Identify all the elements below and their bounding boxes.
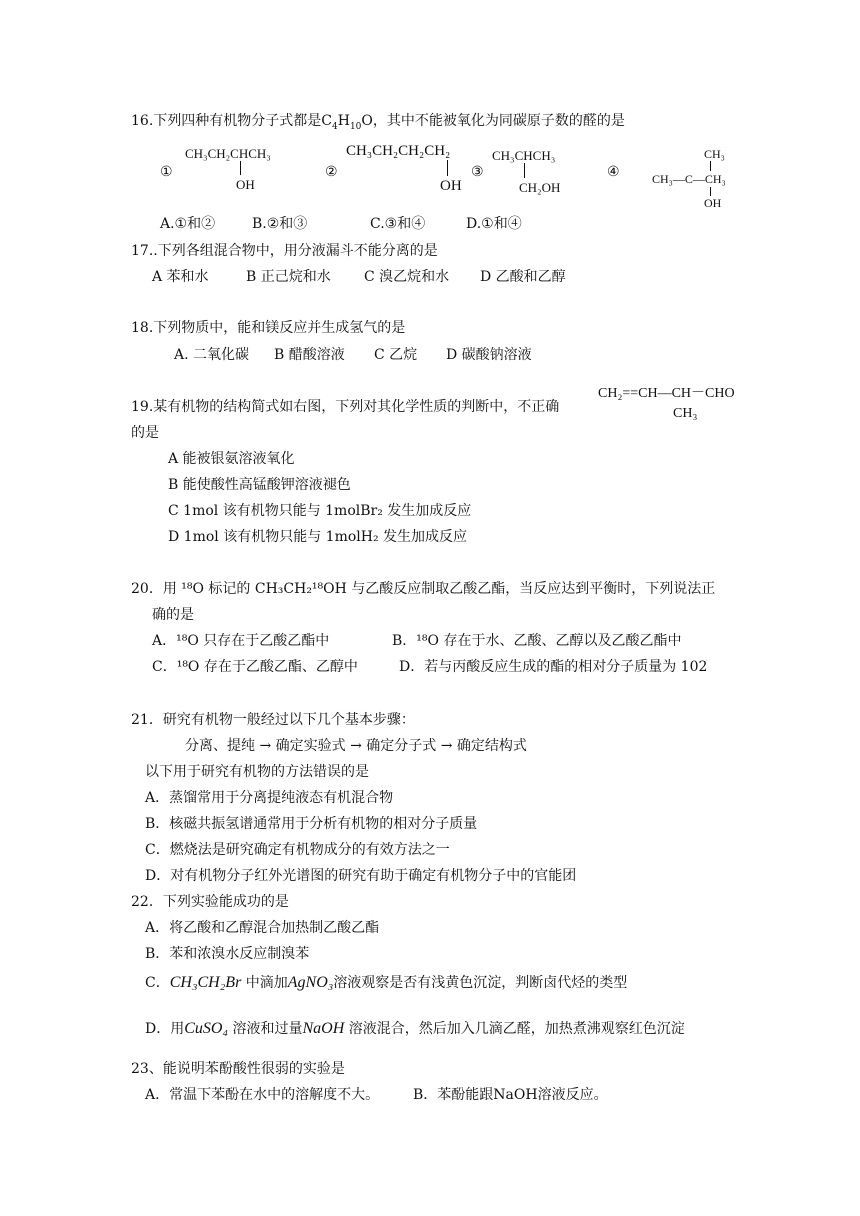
q23-stem: 23、能说明苯酚酸性很弱的实验是 xyxy=(131,1061,345,1077)
q16-option-b: B.②和③ xyxy=(252,216,308,232)
q16-structure-2-bond xyxy=(447,160,448,176)
q17-option-a: A 苯和水 xyxy=(152,269,209,285)
q22-option-c: C．CH₃CH₂Br 中滴加AgNO₃溶液观察是否有浅黄色沉淀，判断卤代烃的类型 xyxy=(145,974,628,991)
q20-option-c: C．¹⁸O 存在于乙酸乙酯、乙醇中 xyxy=(152,659,358,675)
q19-stem-line-2: 的是 xyxy=(131,425,159,441)
q16-stem: 16.下列四种有机物分子式都是$C_4H_{10}O$，其中不能被氧化为同碳原子数的醛的是 xyxy=(131,113,625,132)
q22-option-a: A．将乙酸和乙醇混合加热制乙酸乙酯 xyxy=(145,920,380,936)
q16-structure-3-ch2oh: CH₂OH xyxy=(519,180,561,195)
q22-option-d: D．用CuSO₄ 溶液和过量NaOH 溶液混合，然后加入几滴乙醛，加热煮沸观察红色沉淀 xyxy=(145,1020,685,1037)
q20-option-a: A．¹⁸O 只存在于乙酸乙酯中 xyxy=(152,633,330,649)
q21-steps: 分离、提纯 → 确定实验式 → 确定分子式 → 确定结构式 xyxy=(185,738,527,754)
q21-option-a: A．蒸馏常用于分离提纯液态有机混合物 xyxy=(145,790,394,806)
q21-option-b: B．核磁共振氢谱通常用于分析有机物的相对分子质量 xyxy=(145,816,478,832)
q21-question: 以下用于研究有机物的方法错误的是 xyxy=(145,764,369,780)
q16-option-c: C.③和④ xyxy=(370,216,426,232)
q22-option-d-formula-2: NaOH xyxy=(302,1020,345,1037)
q20-stem-line-2: 确的是 xyxy=(152,607,194,623)
q18-option-a: A. 二氧化碳 xyxy=(174,347,250,363)
q18-option-b: B 醋酸溶液 xyxy=(274,347,345,363)
q16-structure-1-bond xyxy=(240,161,241,175)
q21-stem: 21．研究有机物一般经过以下几个基本步骤： xyxy=(131,712,415,728)
q16-structure-2-main: CH₃CH₂CH₂CH₂ xyxy=(346,143,451,159)
q16-structure-4-bond-bottom xyxy=(710,187,711,196)
q16-option-d: D.①和④ xyxy=(466,216,522,232)
q17-stem: 17..下列各组混合物中，用分液漏斗不能分离的是 xyxy=(131,243,438,259)
q16-structure-3-main: CH₃CHCH₃ xyxy=(492,148,556,163)
q18-option-d: D 碳酸钠溶液 xyxy=(446,347,532,363)
q23-option-b: B．苯酚能跟NaOH溶液反应。 xyxy=(413,1087,608,1103)
q20-option-d: D．若与丙酸反应生成的酯的相对分子质量为 102 xyxy=(399,659,708,675)
q19-option-c: C 1mol 该有机物只能与 1molBr₂ 发生加成反应 xyxy=(168,503,472,519)
q19-stem-line-1: 19.某有机物的结构简式如右图，下列对其化学性质的判断中，不正确 xyxy=(131,399,560,415)
q19-option-a: A 能被银氨溶液氧化 xyxy=(168,451,295,467)
q22-stem: 22．下列实验能成功的是 xyxy=(131,894,289,910)
q22-option-b: B．苯和浓溴水反应制溴苯 xyxy=(145,946,310,962)
q16-structure-4-mid: CH₃—C—CH₃ xyxy=(652,172,726,186)
q16-option-a: A.①和② xyxy=(160,216,216,232)
q19-option-d: D 1mol 该有机物只能与 1molH₂ 发生加成反应 xyxy=(168,529,468,545)
q17-option-c: C 溴乙烷和水 xyxy=(364,269,450,285)
q16-structure-1-oh: OH xyxy=(236,177,255,192)
q17-option-d: D 乙酸和乙醇 xyxy=(480,269,566,285)
q16-structure-4-bond-top xyxy=(710,161,711,171)
q18-option-c: C 乙烷 xyxy=(374,347,418,363)
q16-structure-4-bot: OH xyxy=(704,196,722,210)
q22-option-d-formula-1: CuSO₄ xyxy=(184,1020,229,1037)
q17-option-b: B 正己烷和水 xyxy=(246,269,331,285)
q20-option-b: B．¹⁸O 存在于水、乙酸、乙醇以及乙酸乙酯中 xyxy=(392,633,682,649)
q16-num-3: ③ xyxy=(471,164,484,180)
q16-structure-4-top: CH₃ xyxy=(704,147,725,161)
q16-num-4: ④ xyxy=(607,164,620,180)
q16-num-2: ② xyxy=(325,164,338,180)
q16-structure-1-main: CH₃CH₂CHCH₃ xyxy=(185,146,271,161)
q22-option-c-formula-1: CH₃CH₂Br xyxy=(169,974,242,991)
q20-stem-line-1: 20．用 ¹⁸O 标记的 CH₃CH₂¹⁸OH 与乙酸反应制取乙酸乙酯，当反应达到平衡时，下列说法正 xyxy=(131,581,716,597)
q19-structure-sub: CH₃ xyxy=(673,406,698,421)
q18-stem: 18.下列物质中，能和镁反应并生成氢气的是 xyxy=(131,320,406,336)
q19-structure-main: CH₂==CH—CH－CHO xyxy=(598,386,735,401)
q16-structure-3-bond xyxy=(524,163,525,178)
q22-option-c-formula-2: AgNO₃ xyxy=(287,974,334,991)
q21-option-d: D．对有机物分子红外光谱图的研究有助于确定有机物分子中的官能团 xyxy=(145,868,577,884)
q16-structure-2-oh: OH xyxy=(440,178,462,194)
q19-option-b: B 能使酸性高锰酸钾溶液褪色 xyxy=(168,477,351,493)
q21-option-c: C．燃烧法是研究确定有机物成分的有效方法之一 xyxy=(145,842,450,858)
q23-option-a: A．常温下苯酚在水中的溶解度不大。 xyxy=(145,1087,380,1103)
q16-num-1: ① xyxy=(160,164,173,180)
